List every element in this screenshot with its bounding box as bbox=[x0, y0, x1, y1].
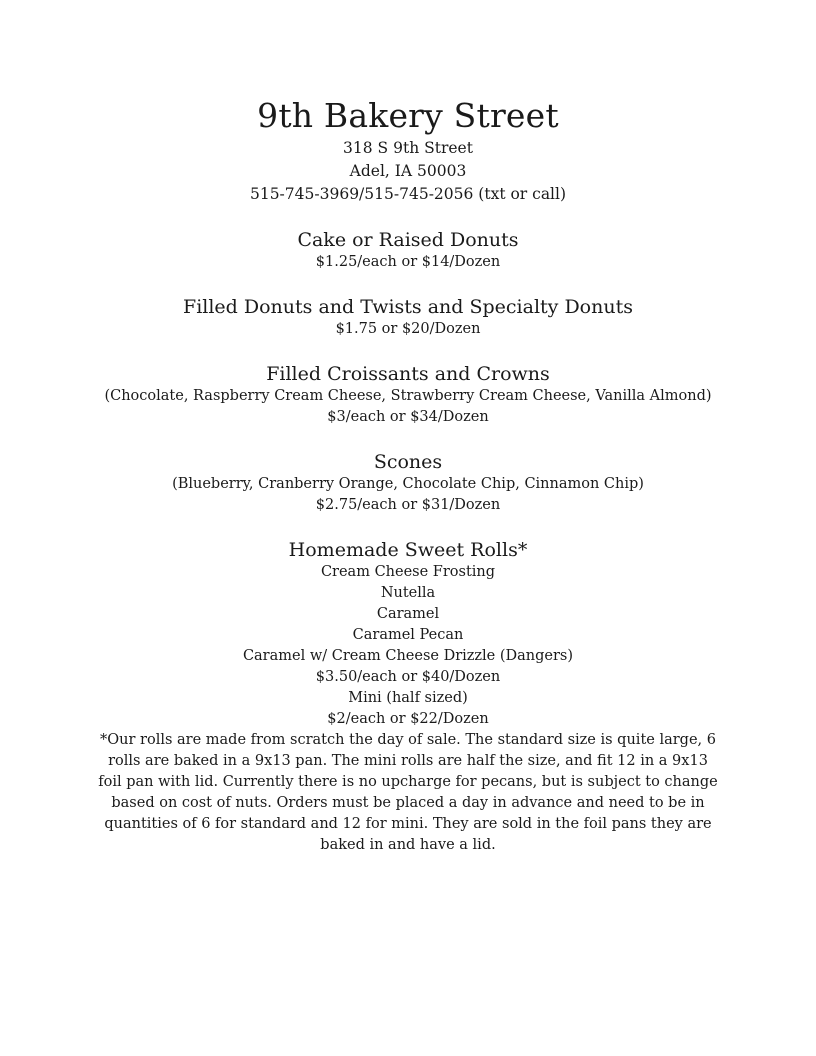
section-title: Homemade Sweet Rolls* bbox=[288, 539, 528, 561]
price-line: $3/each or $34/Dozen bbox=[327, 409, 489, 425]
section-title: Filled Donuts and Twists and Specialty Donuts bbox=[183, 296, 633, 318]
section-title: Cake or Raised Donuts bbox=[297, 229, 519, 251]
section-title: Scones bbox=[373, 451, 443, 473]
flavor-item: Caramel bbox=[376, 606, 440, 622]
bakery-title: 9th Bakery Street bbox=[257, 96, 559, 135]
section-sweet-rolls bbox=[0, 538, 816, 856]
flavor-item: Caramel Pecan bbox=[352, 627, 464, 643]
flavor-item: Nutella bbox=[380, 585, 436, 601]
flavor-list: (Chocolate, Raspberry Cream Cheese, Strawberry Cream Cheese, Vanilla Almond) bbox=[104, 388, 712, 404]
sweet-rolls-footnote: *Our rolls are made from scratch the day of sale. The standard size is quite large, 6 rolls are baked in a 9x13 pan. The mini rolls are half the size, and fit 12 in a 9x13 foil pan with lid. Currently there is no upcharge for pecans, but is subject to change based on cost of nuts. Orders must be placed a day in advance and need to be in quantities of 6 for standard and 12 for mini. They are sold in the foil pans they are baked in and have a lid. bbox=[98, 732, 718, 853]
section-filled-donuts bbox=[0, 295, 816, 340]
price-line: $3.50/each or $40/Dozen bbox=[315, 669, 501, 685]
flavor-list: (Blueberry, Cranberry Orange, Chocolate Chip, Cinnamon Chip) bbox=[172, 476, 644, 492]
price-line: $2.75/each or $31/Dozen bbox=[315, 497, 501, 513]
address-city: Adel, IA 50003 bbox=[349, 162, 467, 180]
flavor-item: Caramel w/ Cream Cheese Drizzle (Dangers) bbox=[242, 648, 574, 664]
section-title: Filled Croissants and Crowns bbox=[266, 363, 550, 385]
phone-numbers: 515-745-3969/515-745-2056 (txt or call) bbox=[249, 185, 567, 203]
price-line: $2/each or $22/Dozen bbox=[327, 711, 489, 727]
section-croissants-crowns bbox=[0, 362, 816, 428]
section-cake-raised-donuts bbox=[0, 228, 816, 273]
price-line: $1.75 or $20/Dozen bbox=[335, 321, 481, 337]
address-street: 318 S 9th Street bbox=[343, 139, 473, 157]
section-scones bbox=[0, 450, 816, 516]
price-line: $1.25/each or $14/Dozen bbox=[315, 254, 501, 270]
flavor-item: Cream Cheese Frosting bbox=[320, 564, 496, 580]
mini-size-label: Mini (half sized) bbox=[348, 690, 468, 706]
